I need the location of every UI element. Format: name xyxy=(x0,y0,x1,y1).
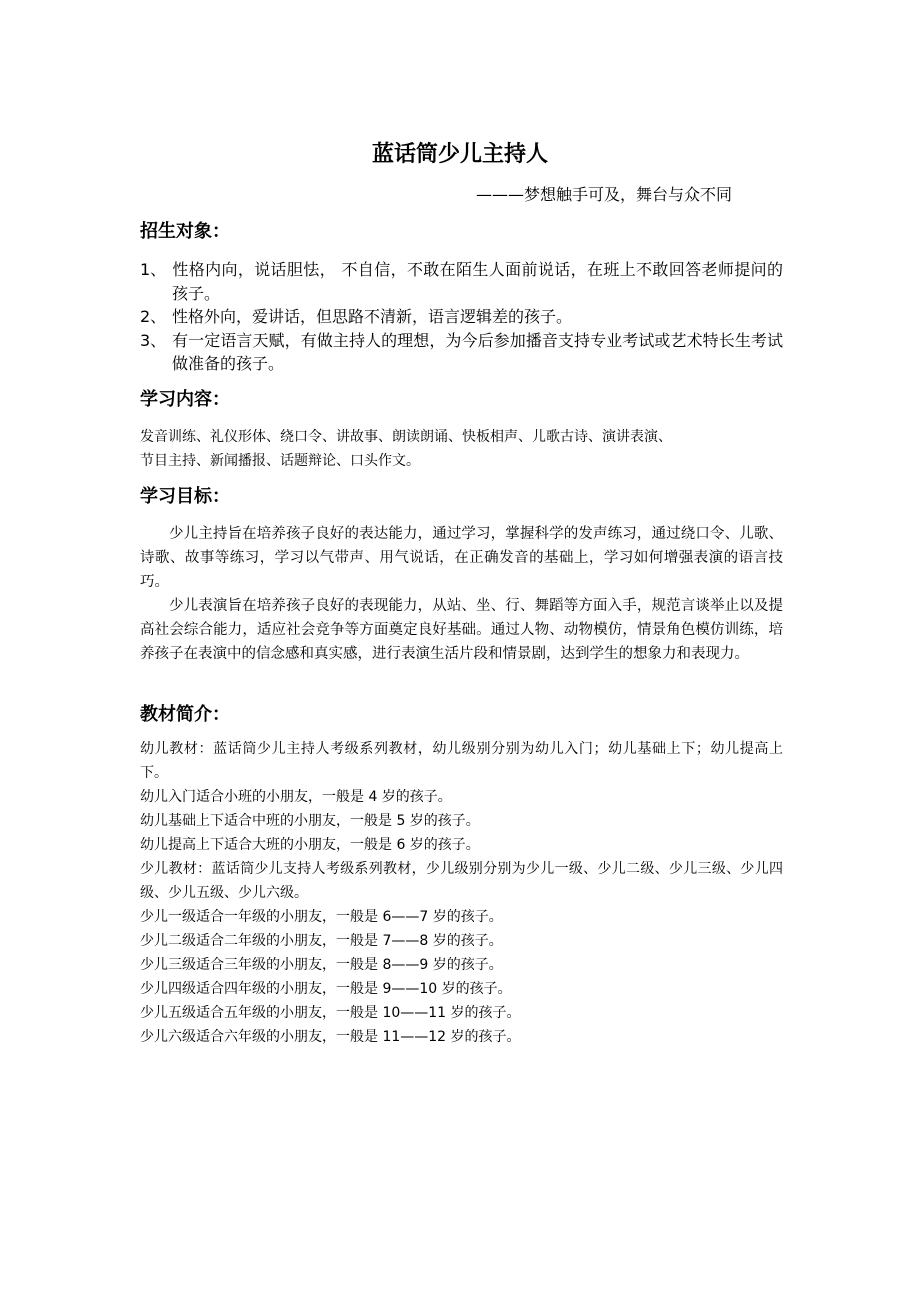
content-line: 发音训练、礼仪形体、绕口令、讲故事、朗读朗诵、快板相声、儿歌古诗、演讲表演、 xyxy=(140,429,672,445)
document-subtitle: ———梦想触手可及，舞台与众不同 xyxy=(475,185,732,204)
list-item xyxy=(140,258,783,305)
materials-line: 少儿二级适合二年级的小朋友，一般是 7——8 岁的孩子。 xyxy=(140,933,503,949)
materials-line: 少儿五级适合五年级的小朋友，一般是 10——11 岁的孩子。 xyxy=(140,1005,521,1021)
list-text: 性格外向，爱讲话，但思路不清新，语言逻辑差的孩子。 xyxy=(172,307,573,326)
enrollment-list xyxy=(140,258,783,376)
materials-line: 少儿四级适合四年级的小朋友，一般是 9——10 岁的孩子。 xyxy=(140,981,512,997)
materials-line: 少儿六级适合六年级的小朋友，一般是 11——12 岁的孩子。 xyxy=(140,1029,521,1045)
materials-line: 幼儿基础上下适合中班的小朋友，一般是 5 岁的孩子。 xyxy=(140,813,480,829)
document-title: 蓝话筒少儿主持人 xyxy=(371,142,548,167)
materials-line: 幼儿教材：蓝话筒少儿主持人考级系列教材，幼儿级别分别为幼儿入门；幼儿基础上下；幼儿提高上下。 xyxy=(140,741,783,781)
materials-line: 幼儿提高上下适合大班的小朋友，一般是 6 岁的孩子。 xyxy=(140,837,480,853)
materials-heading: 教材简介： xyxy=(140,704,230,725)
list-text: 有一定语言天赋，有做主持人的理想，为今后参加播音支持专业考试或艺术特长生考试做准备的孩子。 xyxy=(172,330,783,373)
list-text: 性格内向，说话胆怯， 不自信，不敢在陌生人面前说话，在班上不敢回答老师提问的孩子。 xyxy=(172,260,783,303)
content-line: 节目主持、新闻播报、话题辩论、口头作文。 xyxy=(140,453,420,469)
goals-body xyxy=(140,522,783,666)
list-item xyxy=(140,329,783,376)
materials-line: 少儿三级适合三年级的小朋友，一般是 8——9 岁的孩子。 xyxy=(140,957,503,973)
materials-line: 少儿教材：蓝话筒少儿支持人考级系列教材，少儿级别分别为少儿一级、少儿二级、少儿三级、少儿四级、少儿五级、少儿六级。 xyxy=(140,861,783,901)
content-body xyxy=(140,425,783,473)
enrollment-heading: 招生对象： xyxy=(140,221,230,242)
materials-line: 少儿一级适合一年级的小朋友，一般是 6——7 岁的孩子。 xyxy=(140,909,503,925)
materials-line: 幼儿入门适合小班的小朋友，一般是 4 岁的孩子。 xyxy=(140,789,452,805)
materials-body xyxy=(140,737,783,1049)
content-heading: 学习内容： xyxy=(140,389,230,410)
goals-paragraph: 少儿表演旨在培养孩子良好的表现能力，从站、坐、行、舞蹈等方面入手，规范言谈举止以及提高社会综合能力，适应社会竞争等方面奠定良好基础。通过人物、动物模仿，情景角色模仿训练，培养孩子在表演中的信念感和真实感，进行表演生活片段和情景剧，达到学生的想象力和表现力。 xyxy=(140,598,783,662)
list-number: 1、 xyxy=(140,260,167,279)
list-number: 3、 xyxy=(140,330,167,350)
goals-paragraph: 少儿主持旨在培养孩子良好的表达能力，通过学习，掌握科学的发声练习，通过绕口令、儿歌、诗歌、故事等练习，学习以气带声、用气说话，在正确发音的基础上，学习如何增强表演的语言技巧。 xyxy=(140,526,783,590)
goals-heading: 学习目标： xyxy=(140,486,230,507)
list-number: 2、 xyxy=(140,307,167,326)
list-item xyxy=(140,305,783,329)
